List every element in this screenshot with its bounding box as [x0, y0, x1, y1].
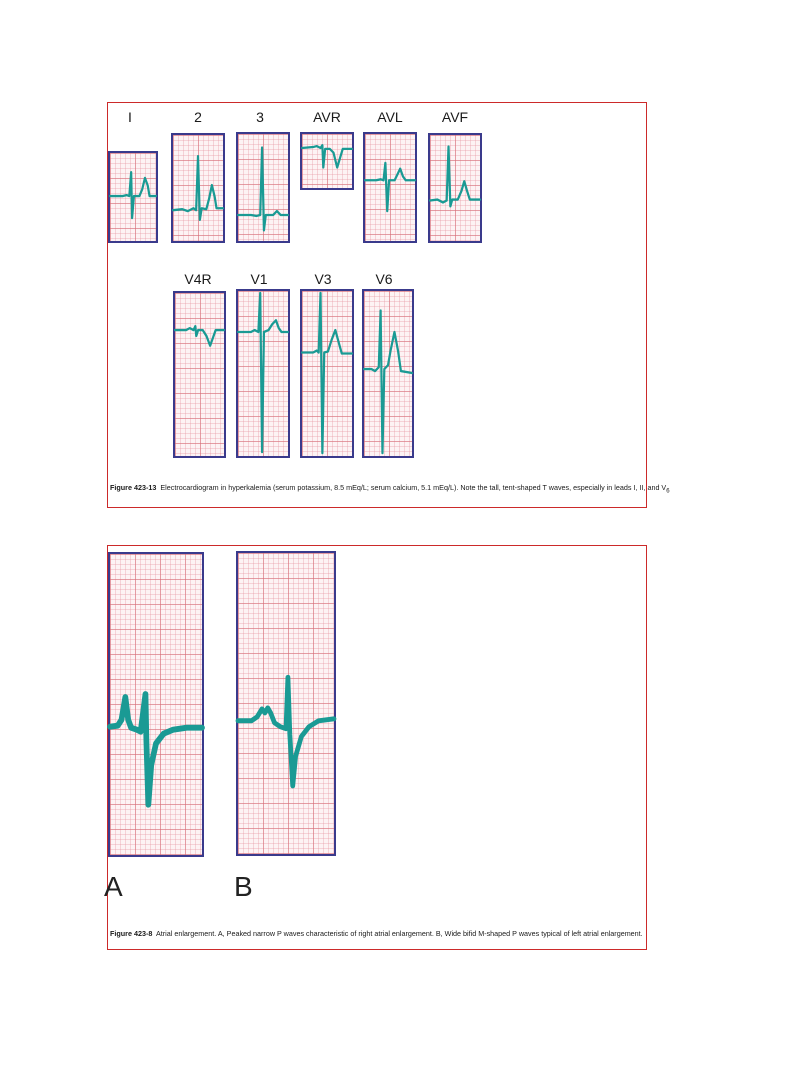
lead-label-2: 2: [194, 109, 202, 125]
ecg-strip-lead-v1: [236, 289, 290, 458]
lead-label-3: 3: [256, 109, 264, 125]
lead-label-v1: V1: [250, 271, 268, 287]
figure2-caption: [110, 929, 643, 938]
lead-label-avl: AVL: [377, 109, 403, 125]
ecg-strip-lead-v4r: [173, 291, 226, 458]
ecg-strip-lead-avl: [363, 132, 417, 243]
ecg-strip-panel-a: [108, 552, 204, 857]
lead-label-v4r: V4R: [184, 271, 212, 287]
ecg-strip-lead-v6: [362, 289, 414, 458]
figure2-caption-label: Figure 423-8: [110, 929, 153, 938]
panel-b-label: B: [234, 871, 253, 902]
figure-atrial-enlargement-ecg: [104, 545, 647, 950]
figure1-caption-text: Electrocardiogram in hyperkalemia (serum potassium, 8.5 mEq/L; serum calcium, 5.1 mEq/L). Note the tall, tent-shaped T waves, especially in leads I, II, and V: [160, 483, 667, 492]
figure-hyperkalemia-ecg: [107, 102, 670, 508]
ecg-strip-lead-i: [108, 151, 158, 243]
figure1-caption-subscript: 6: [666, 488, 670, 495]
figure2-caption-text: Atrial enlargement. A, Peaked narrow P waves characteristic of right atrial enlargement. B, Wide bifid M-shaped P waves typical of left atrial enlargement.: [155, 929, 643, 938]
figure1-caption-label: Figure 423-13: [110, 483, 157, 492]
figure1-caption: [110, 483, 670, 494]
ecg-strip-lead-2: [171, 133, 225, 243]
panel-a-label: A: [104, 871, 123, 902]
ecg-strip-lead-v3: [300, 289, 354, 458]
ecg-strip-panel-b: [236, 551, 336, 856]
lead-label-v6: V6: [375, 271, 393, 287]
ecg-strip-lead-3: [236, 132, 290, 243]
ecg-strip-lead-avr: [300, 132, 354, 190]
lead-label-avf: AVF: [441, 109, 469, 125]
lead-label-v3: V3: [314, 271, 332, 287]
lead-label-i: I: [128, 109, 132, 125]
ecg-strip-lead-avf: [428, 133, 482, 243]
lead-label-avr: AVR: [313, 109, 341, 125]
